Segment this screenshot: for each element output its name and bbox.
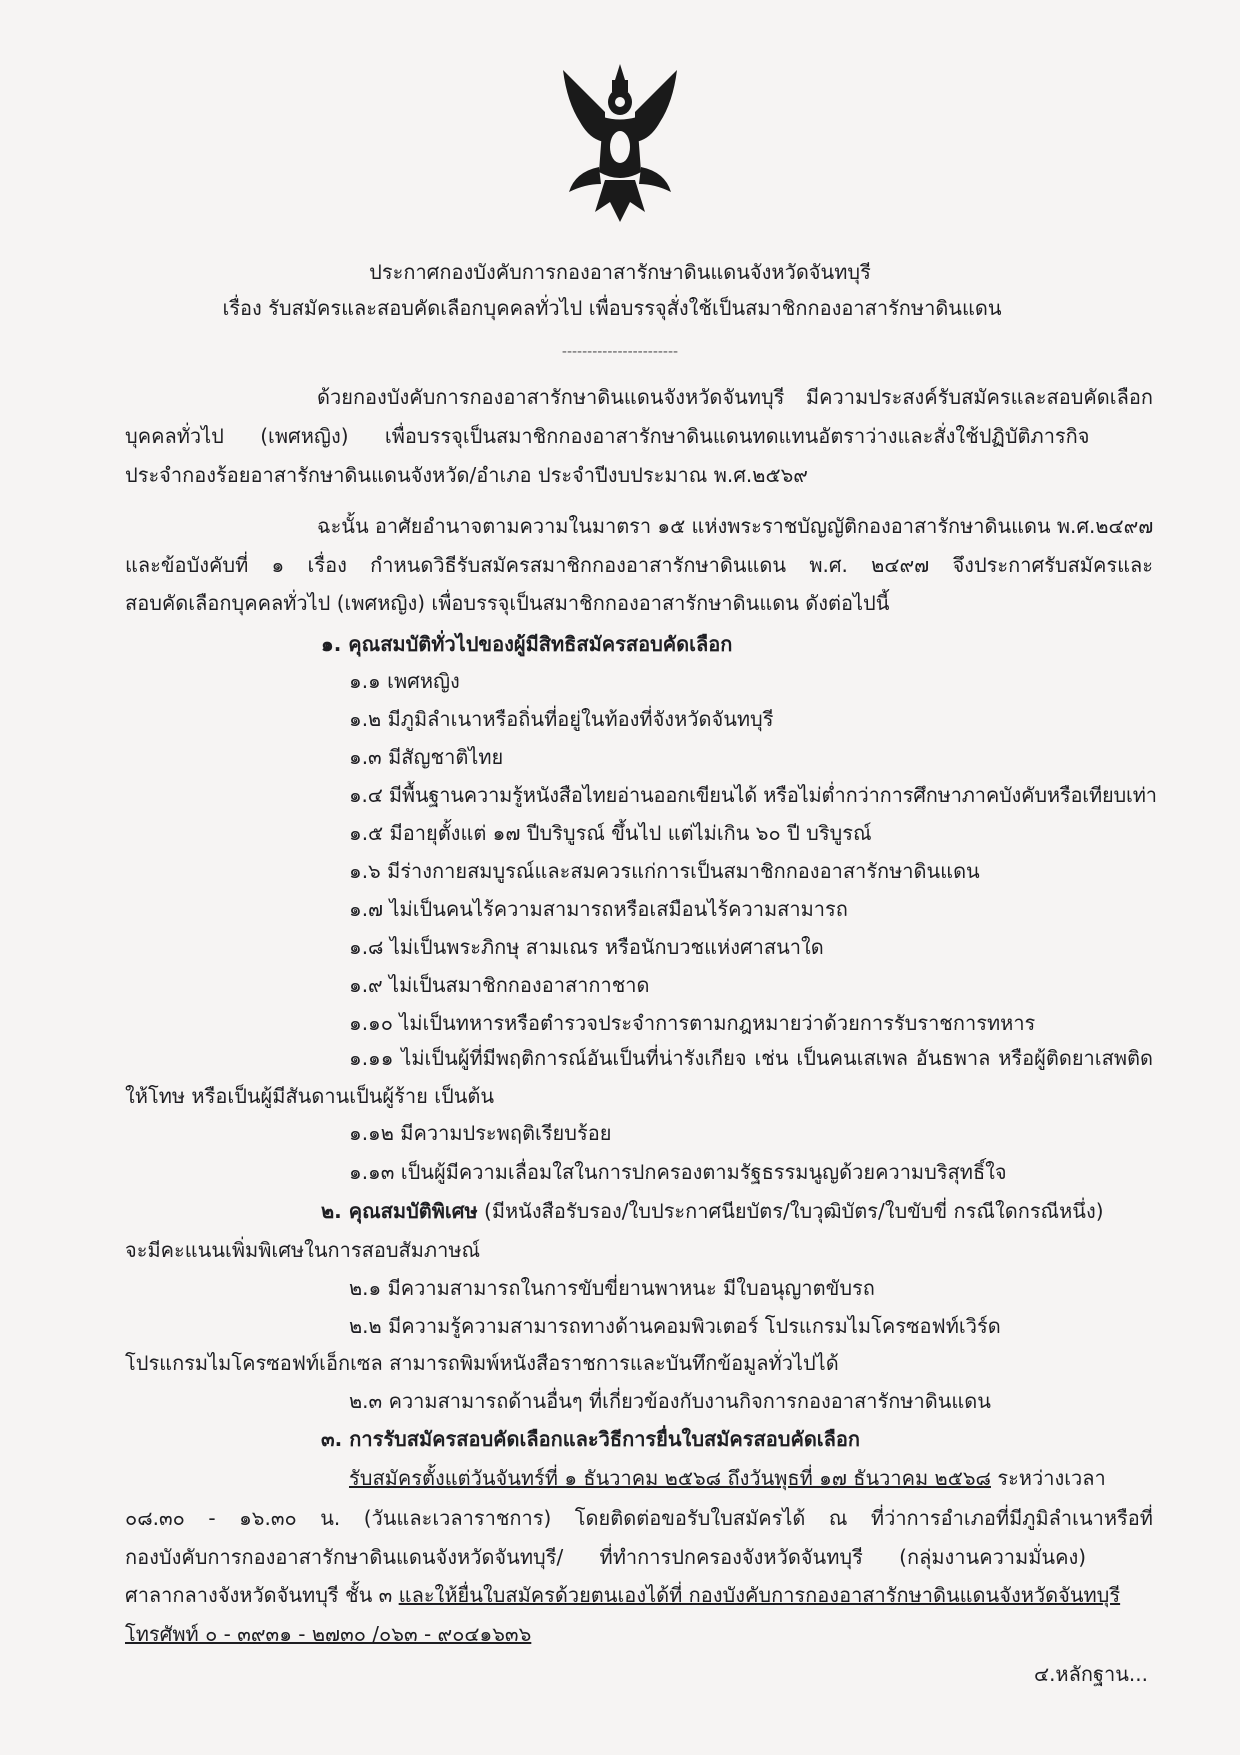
continued-marker: ๔.หลักฐาน... <box>1033 1662 1148 1686</box>
intro-p1-line2: บุคคลทั่วไป (เพศหญิง) เพื่อบรรจุเป็นสมาชิกกองอาสารักษาดินแดนทดแทนอัตราว่างและสั่งใช้ปฏิบัติภารกิจ <box>125 424 1090 448</box>
section1-item: ๑.๕ มีอายุตั้งแต่ ๑๗ ปีบริบูรณ์ ขึ้นไป แต่ไม่เกิน ๖๐ ปี บริบูรณ์ <box>349 821 872 845</box>
section2-item2-line2: โปรแกรมไมโครซอฟท์เอ็กเซล สามารถพิมพ์หนังสือราชการและบันทึกข้อมูลทั่วไปได้ <box>125 1351 839 1375</box>
section1-item: ๑.๘ ไม่เป็นพระภิกษุ สามเณร หรือนักบวชแห่งศาสนาใด <box>349 935 824 959</box>
garuda-emblem <box>555 62 685 227</box>
title-divider: ----------------------- <box>561 344 679 360</box>
section3-line1 <box>349 1464 1106 1492</box>
section3-line3: กองบังคับการกองอาสารักษาดินแดนจังหวัดจันทบุรี/ ที่ทำการปกครองจังหวัดจันทบุรี (กลุ่มงานความมั่นคง) <box>125 1545 1087 1569</box>
section2-item1: ๒.๑ มีความสามารถในการขับขี่ยานพาหนะ มีใบอนุญาตขับรถ <box>349 1276 875 1300</box>
intro-p2-line1: ฉะนั้น อาศัยอำนาจตามความในมาตรา ๑๕ แห่งพระราชบัญญัติกองอาสารักษาดินแดน พ.ศ.๒๔๙๗ <box>317 514 1154 538</box>
intro-p1-line1: ด้วยกองบังคับการกองอาสารักษาดินแดนจังหวัดจันทบุรี มีความประสงค์รับสมัครและสอบคัดเลือก <box>317 385 1153 409</box>
document-title: ประกาศกองบังคับการกองอาสารักษาดินแดนจังหวัดจันทบุรี <box>369 260 871 284</box>
section3-line1-rest: ระหว่างเวลา <box>990 1466 1106 1490</box>
section1-item: ๑.๓ มีสัญชาติไทย <box>349 745 504 769</box>
section1-item13: ๑.๑๓ เป็นผู้มีความเลื่อมใสในการปกครองตามรัฐธรรมนูญด้วยความบริสุทธิ์ใจ <box>349 1160 1007 1184</box>
section2-heading: ๒. คุณสมบัติพิเศษ <box>321 1199 478 1223</box>
section1-item: ๑.๑ เพศหญิง <box>349 669 460 693</box>
section1-item: ๑.๑๐ ไม่เป็นทหารหรือตำรวจประจำการตามกฎหมายว่าด้วยการรับราชการทหาร <box>349 1011 1036 1035</box>
intro-p2-line2: และข้อบังคับที่ ๑ เรื่อง กำหนดวิธีรับสมัครสมาชิกกองอาสารักษาดินแดน พ.ศ. ๒๔๙๗ จึงประกาศรับสมัครและ <box>125 553 1153 577</box>
section1-item11-line2: ให้โทษ หรือเป็นผู้มีสันดานเป็นผู้ร้าย เป็นต้น <box>125 1084 495 1108</box>
section1-item12: ๑.๑๒ มีความประพฤติเรียบร้อย <box>349 1121 612 1145</box>
section1-item11-line1: ๑.๑๑ ไม่เป็นผู้ที่มีพฤติการณ์อันเป็นที่น่ารังเกียจ เช่น เป็นคนเสเพล อันธพาล หรือผู้ติดยาเสพติด <box>349 1046 1153 1070</box>
submission-location: และให้ยื่นใบสมัครด้วยตนเองได้ที่ กองบังคับการกองอาสารักษาดินแดนจังหวัดจันทบุรี <box>398 1583 1121 1607</box>
intro-p1-line3: ประจำกองร้อยอาสารักษาดินแดนจังหวัด/อำเภอ ประจำปีงบประมาณ พ.ศ.๒๕๖๙ <box>125 463 808 487</box>
section2-continuation: จะมีคะแนนเพิ่มพิเศษในการสอบสัมภาษณ์ <box>125 1238 481 1262</box>
intro-p2-line3: สอบคัดเลือกบุคคลทั่วไป (เพศหญิง) เพื่อบรรจุเป็นสมาชิกกองอาสารักษาดินแดน ดังต่อไปนี้ <box>125 591 890 615</box>
section1-item: ๑.๗ ไม่เป็นคนไร้ความสามารถหรือเสมือนไร้ความสามารถ <box>349 897 848 921</box>
section2-item3: ๒.๓ ความสามารถด้านอื่นๆ ที่เกี่ยวข้องกับงานกิจการกองอาสารักษาดินแดน <box>349 1389 991 1413</box>
section3-line4-plain: ศาลากลางจังหวัดจันทบุรี ชั้น ๓ <box>125 1583 399 1607</box>
section3-line2: ๐๘.๓๐ - ๑๖.๓๐ น. (วันและเวลาราชการ) โดยติดต่อขอรับใบสมัครได้ ณ ที่ว่าการอำเภอที่มีภูมิลำเนาหรือที่ <box>125 1506 1153 1530</box>
section1-item: ๑.๙ ไม่เป็นสมาชิกกองอาสากาชาด <box>349 973 650 997</box>
section1-heading: ๑. คุณสมบัติทั่วไปของผู้มีสิทธิสมัครสอบคัดเลือก <box>321 632 733 656</box>
section3-line4 <box>125 1581 1120 1609</box>
document-subject: เรื่อง รับสมัครและสอบคัดเลือกบุคคลทั่วไป เพื่อบรรจุสั่งใช้เป็นสมาชิกกองอาสารักษาดินแดน <box>222 296 1002 320</box>
section1-item: ๑.๒ มีภูมิลำเนาหรือถิ่นที่อยู่ในท้องที่จังหวัดจันทบุรี <box>349 707 774 731</box>
section2-item2-line1: ๒.๒ มีความรู้ความสามารถทางด้านคอมพิวเตอร์ โปรแกรมไมโครซอฟท์เวิร์ด <box>349 1314 1001 1338</box>
application-period: รับสมัครตั้งแต่วันจันทร์ที่ ๑ ธันวาคม ๒๕๖๘ ถึงวันพุธที่ ๑๗ ธันวาคม ๒๕๖๘ <box>349 1466 991 1490</box>
section1-item: ๑.๔ มีพื้นฐานความรู้หนังสือไทยอ่านออกเขียนได้ หรือไม่ต่ำกว่าการศึกษาภาคบังคับหรือเทียบเท่า <box>349 783 1157 807</box>
section1-item: ๑.๖ มีร่างกายสมบูรณ์และสมควรแก่การเป็นสมาชิกกองอาสารักษาดินแดน <box>349 859 980 883</box>
section2-heading-line <box>321 1197 1104 1225</box>
section2-heading-note: (มีหนังสือรับรอง/ใบประกาศนียบัตร/ใบวุฒิบัตร/ใบขับขี่ กรณีใดกรณีหนึ่ง) <box>477 1199 1104 1223</box>
phone-number: โทรศัพท์ ๐ - ๓๙๓๑ - ๒๗๓๐ /๐๖๓ - ๙๐๔๑๖๓๖ <box>125 1622 532 1646</box>
section3-heading: ๓. การรับสมัครสอบคัดเลือกและวิธีการยื่นใบสมัครสอบคัดเลือก <box>321 1427 861 1451</box>
